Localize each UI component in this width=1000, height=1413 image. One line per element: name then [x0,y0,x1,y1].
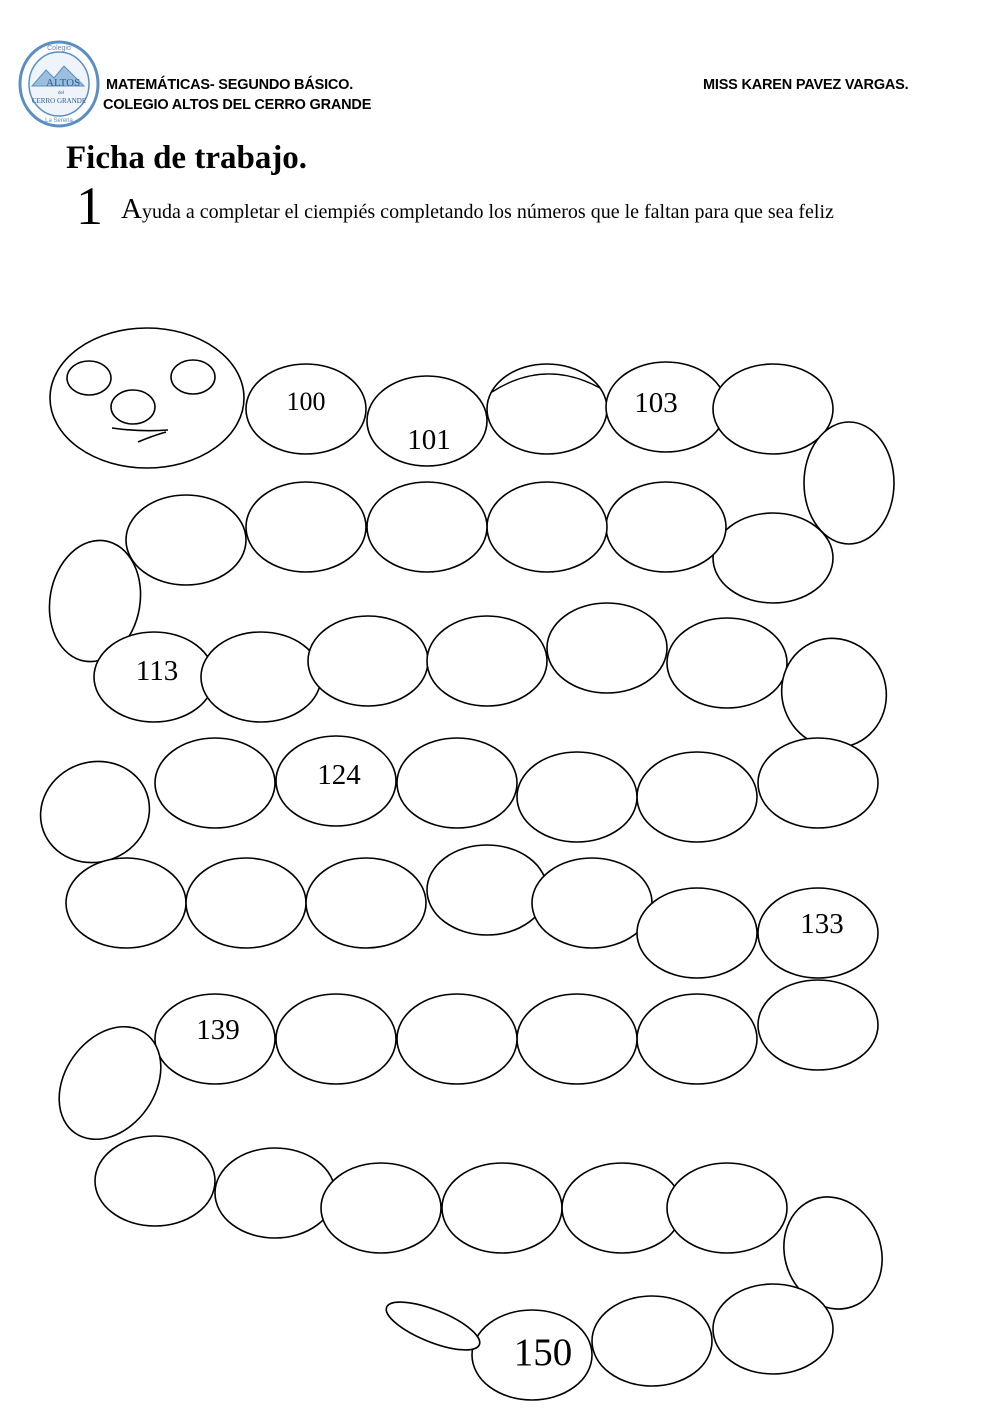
instruction-initial: A [121,193,142,225]
body-segment [201,632,321,722]
body-segment [758,738,878,828]
body-segment [517,752,637,842]
body-segment [306,858,426,948]
segment-label: 133 [800,908,844,940]
right-eye [171,360,215,394]
tail [381,1292,486,1359]
nose [111,390,155,424]
segment-label: 113 [135,655,179,687]
left-eye [67,361,111,395]
body-segment [713,364,833,454]
logo-text-altos: ALTOS [46,77,81,89]
subject-heading: MATEMÁTICAS- SEGUNDO BÁSICO. [106,77,354,93]
body-segment [532,858,652,948]
body-segment [427,616,547,706]
segment-label: 100 [286,387,326,416]
exercise-number: 1 [76,176,103,236]
logo-text-name: CERRO GRANDE [31,97,87,105]
body-segment [547,603,667,693]
body-segment [562,1163,682,1253]
worksheet-title: Ficha de trabajo. [66,140,308,176]
body-segment [95,1136,215,1226]
body-segment [637,888,757,978]
body-segment [637,994,757,1084]
centipede-head [50,328,244,468]
body-segment [397,738,517,828]
body-segment [442,1163,562,1253]
body-segment [804,422,894,544]
segment-label: 103 [634,387,678,419]
body-segment [713,513,833,603]
segment-label: 139 [196,1014,240,1046]
body-segment [66,858,186,948]
body-segment [308,616,428,706]
teacher-name: MISS KAREN PAVEZ VARGAS. [703,77,909,93]
body-segment [667,618,787,708]
school-name: COLEGIO ALTOS DEL CERRO GRANDE [103,97,372,113]
body-segment [246,482,366,572]
instruction-text: yuda a completar el ciempiés completando los números que le faltan para que sea feliz [141,201,834,223]
body-segment [667,1163,787,1253]
segment-label: 124 [317,759,361,791]
body-segment [215,1148,335,1238]
logo-text-bottom: La Serena [45,118,73,124]
body-segment [26,746,164,878]
segment-label: 101 [407,424,451,456]
body-segment [126,495,246,585]
body-segment [367,482,487,572]
body-segment [637,752,757,842]
body-segment [487,364,607,454]
body-segment [758,980,878,1070]
body-segment [487,482,607,572]
body-segment [155,738,275,828]
body-segment [427,845,547,935]
logo-text-del: del [58,91,65,96]
body-segment [186,858,306,948]
logo-text-top: Colegio [47,45,71,52]
body-segment [592,1296,712,1386]
body-segment [606,482,726,572]
segment-label: 150 [513,1331,573,1374]
body-segment [713,1284,833,1374]
body-segment [321,1163,441,1253]
body-segment [276,994,396,1084]
body-segment [517,994,637,1084]
body-segment [397,994,517,1084]
